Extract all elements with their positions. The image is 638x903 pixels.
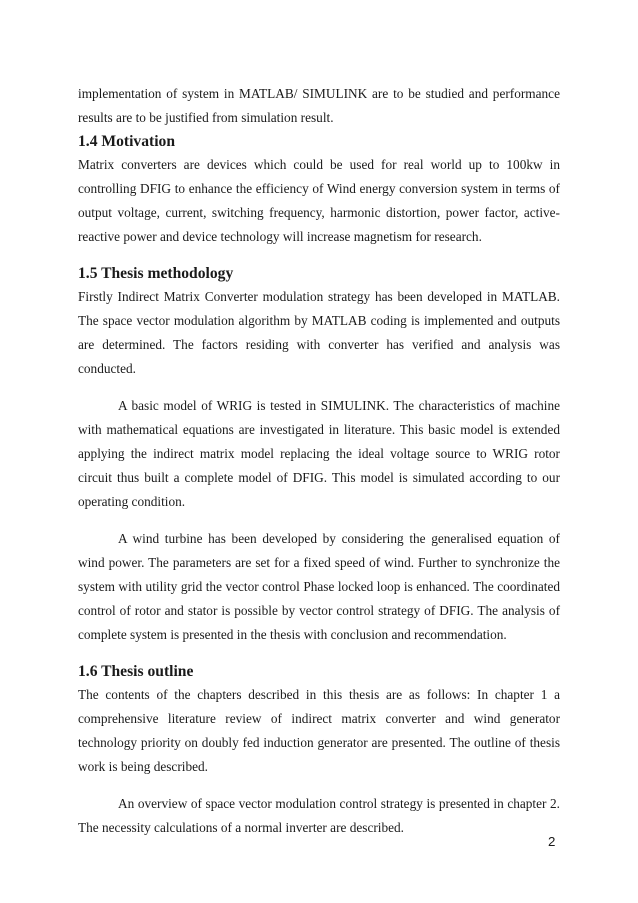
document-page bbox=[78, 82, 560, 840]
heading-motivation: 1.4 Motivation bbox=[78, 133, 176, 150]
methodology-paragraph-3: A wind turbine has been developed by considering the generalised equation of wind power. The parameters are set for a fixed speed of wind. Further to synchronize the system with utility grid the vector control Phase locked loop is enhanced. The coordinated control of rotor and stator is possible by vector control strategy of DFIG. The analysis of complete system is presented in the thesis with conclusion and recommendation. bbox=[78, 531, 560, 642]
outline-paragraph-2: An overview of space vector modulation control strategy is presented in chapter 2. The necessity calculations of a normal inverter are described. bbox=[78, 796, 560, 835]
outline-paragraph-1: The contents of the chapters described in this thesis are as follows: In chapter 1 a comprehensive literature review of indirect matrix converter and wind generator technology priority on doubly fed induction generator are presented. The outline of thesis work is being described. bbox=[78, 687, 560, 774]
methodology-paragraph-2: A basic model of WRIG is tested in SIMULINK. The characteristics of machine with mathematical equations are investigated in literature. This basic model is extended applying the indirect matrix model replacing the ideal voltage source to WRIG rotor circuit thus built a complete model of DFIG. This model is simulated according to our operating condition. bbox=[78, 398, 560, 509]
page-number: 2 bbox=[548, 834, 556, 849]
heading-outline: 1.6 Thesis outline bbox=[78, 663, 194, 680]
intro-paragraph: implementation of system in MATLAB/ SIMULINK are to be studied and performance results are to be justified from simulation result. bbox=[78, 86, 560, 125]
methodology-paragraph-1: Firstly Indirect Matrix Converter modulation strategy has been developed in MATLAB. The space vector modulation algorithm by MATLAB coding is implemented and outputs are determined. The factors residing with converter has verified and analysis was conducted. bbox=[78, 289, 560, 376]
motivation-paragraph: Matrix converters are devices which could be used for real world up to 100kw in controlling DFIG to enhance the efficiency of Wind energy conversion system in terms of output voltage, current, switching frequency, harmonic distortion, power factor, active-reactive power and device technology will increase magnetism for research. bbox=[78, 157, 560, 244]
heading-methodology: 1.5 Thesis methodology bbox=[78, 265, 234, 282]
